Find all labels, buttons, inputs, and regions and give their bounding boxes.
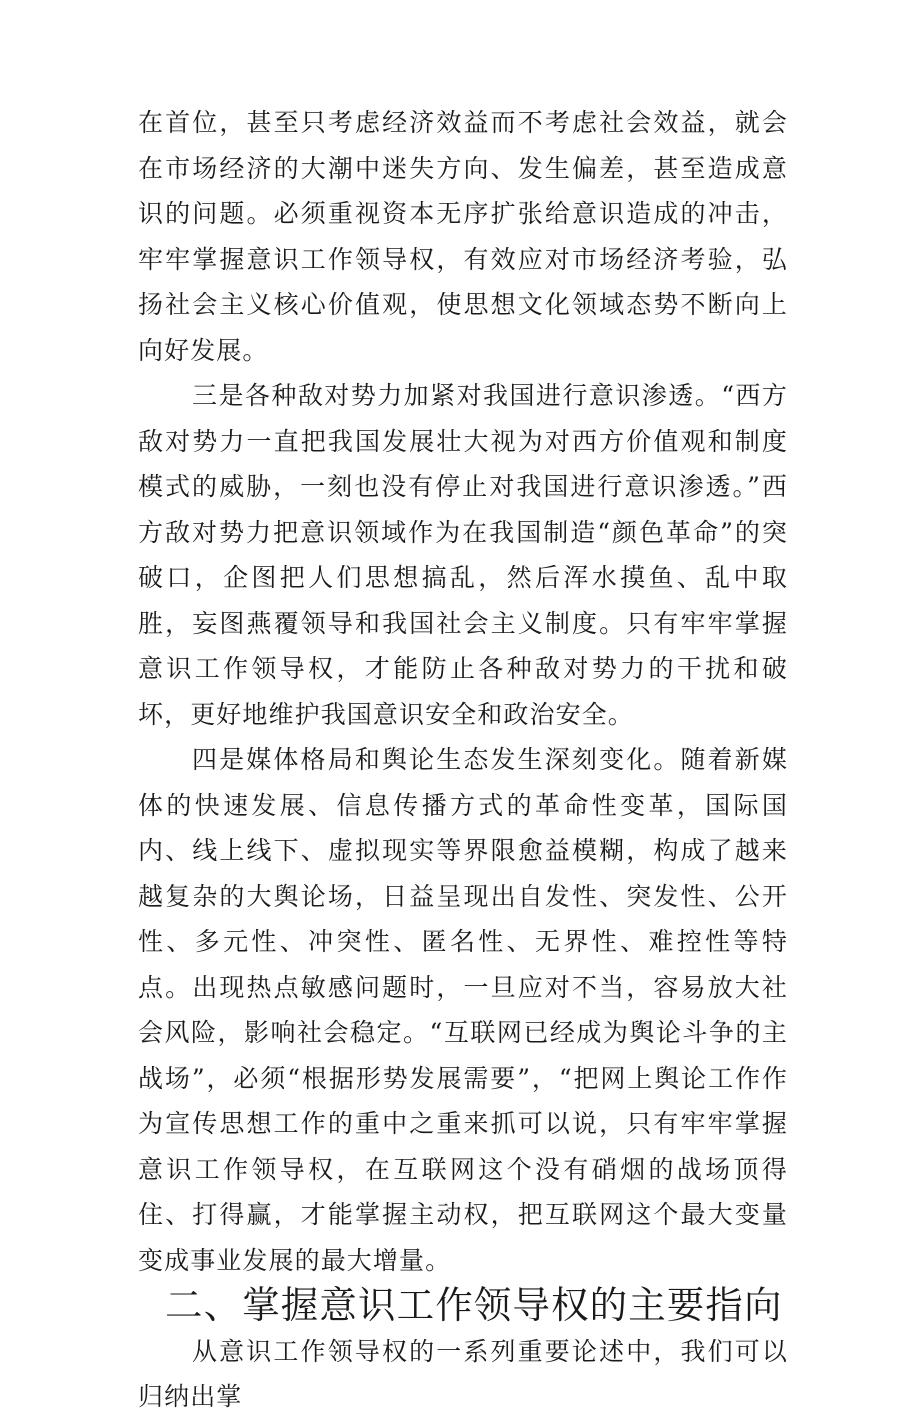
paragraph-hostile-forces: 三是各种敌对势力加紧对我国进行意识渗透。“西方敌对势力一直把我国发展壮大视为对西方价值观和制度模式的威胁，一刻也没有停止对我国进行意识渗透。”西方敌对势力把意识领域作为在我国制造“颜色革命”的突破口，企图把人们思想搞乱，然后浑水摸鱼、乱中取胜，妄图燕覆领导和我国社会主义制度。只有牢牢掌握意识工作领导权，才能防止各种敌对势力的干扰和破坏，更好地维护我国意识安全和政治安全。	[138, 381, 788, 729]
document-page	[138, 100, 788, 1420]
paragraph-main-directions: 从意识工作领导权的一系列重要论述中，我们可以归纳出掌	[138, 1336, 788, 1411]
paragraph-continuation: 在首位，甚至只考虑经济效益而不考虑社会效益，就会在市场经济的大潮中迷失方向、发生偏差，甚至造成意识的问题。必须重视资本无序扩张给意识造成的冲击，牢牢掌握意识工作领导权，有效应对市场经济考验，弘扬社会主义核心价值观，使思想文化领域态势不断向上向好发展。	[138, 108, 788, 365]
paragraph-media-landscape: 四是媒体格局和舆论生态发生深刻变化。随着新媒体的快速发展、信息传播方式的革命性变革，国际国内、线上线下、虚拟现实等界限愈益模糊，构成了越来越复杂的大舆论场，日益呈现出自发性、突发性、公开性、多元性、冲突性、匿名性、无界性、难控性等特点。出现热点敏感问题时，一旦应对不当，容易放大社会风险，影响社会稳定。“互联网已经成为舆论斗争的主战场”，必须“根据形势发展需要”，“把网上舆论工作作为宣传思想工作的重中之重来抓可以说，只有牢牢掌握意识工作领导权，在互联网这个没有硝烟的战场顶得住、打得赢，才能掌握主动权，把互联网这个最大变量变成事业发展的最大增量。	[138, 745, 788, 1275]
section-heading: 二、掌握意识工作领导权的主要指向	[165, 1283, 783, 1327]
